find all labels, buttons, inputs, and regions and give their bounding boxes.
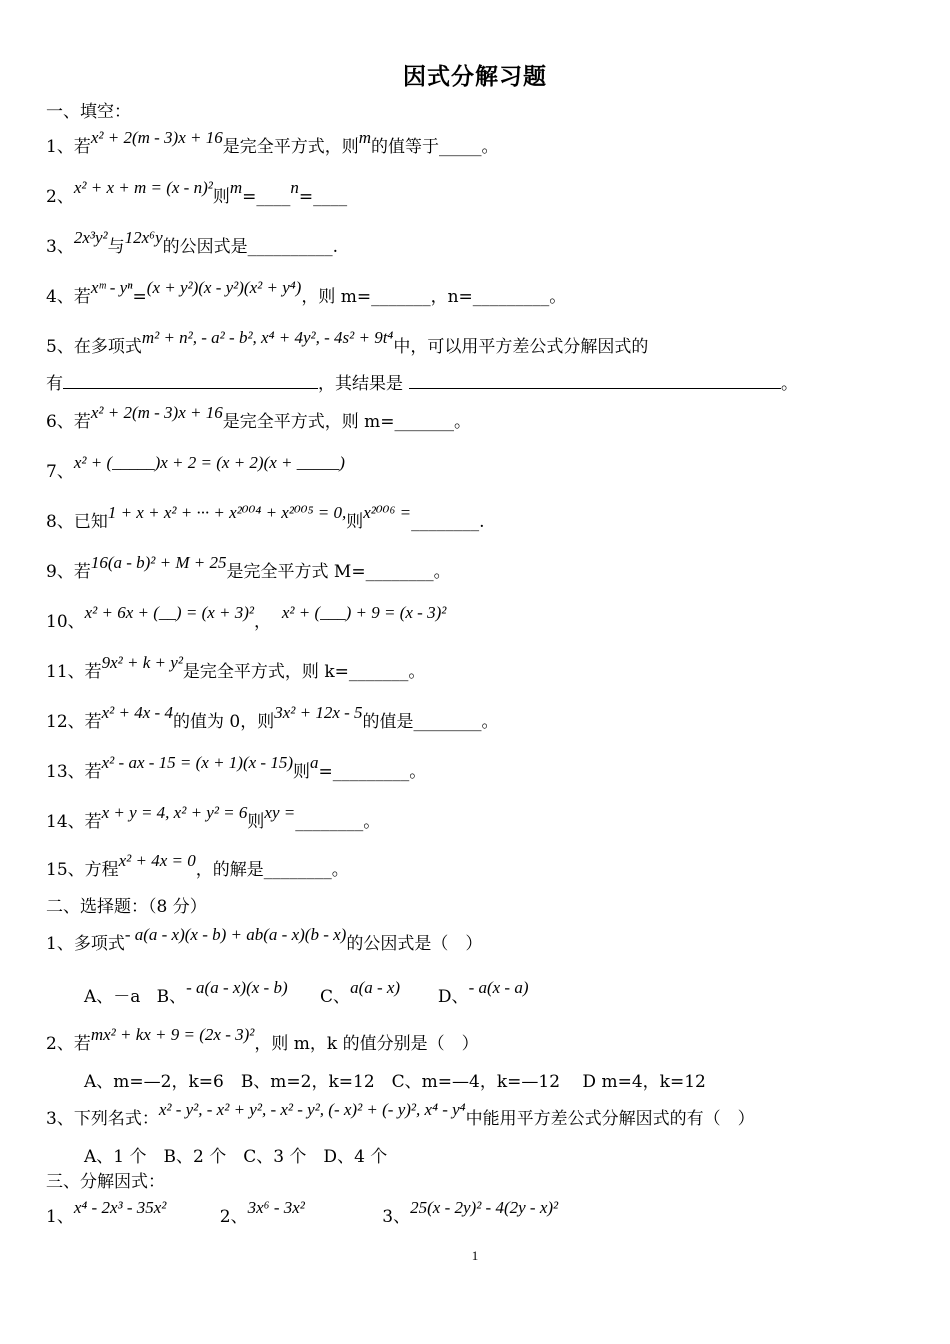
formula: x² - y², - x² + y², - x² - y², (- x)² + (- y)², x⁴ - y⁴ (158, 1100, 466, 1119)
choice-1 (46, 925, 483, 956)
choice-1-options (84, 978, 529, 1009)
q-text: 是完全平方式，则 k=_______。 (182, 662, 426, 682)
choice-2 (46, 1025, 479, 1056)
formula: x² + 6x + (__) = (x + 3)² (84, 603, 255, 622)
choice-3 (46, 1100, 755, 1131)
q-text: 中能用平方差公式分解因式的有（ ） (465, 1109, 755, 1129)
formula: - a(a - x)(x - b) (186, 978, 288, 997)
q-text: 则 (293, 762, 310, 782)
q-text: ， (254, 612, 272, 632)
formula: m² + n², - a² - b², x⁴ + 4y², - 4s² + 9t⁴ (141, 328, 394, 347)
formula: x² + 2(m - 3)x + 16 (90, 403, 223, 422)
formula: 12x⁶y (124, 228, 163, 247)
question-5-continued (46, 372, 798, 396)
q-text: =____ (242, 187, 291, 207)
q-text: ________. (411, 512, 485, 532)
q-text: =____ (298, 187, 348, 207)
question-7 (46, 453, 345, 484)
formula: x² + (___) + 9 = (x - 3)² (281, 603, 447, 622)
question-11 (46, 653, 426, 684)
q-num: 7、 (46, 462, 74, 482)
q-text: 的公因式是__________. (162, 237, 339, 257)
q-text: =_________。 (318, 762, 427, 782)
formula: mx² + kx + 9 = (2x - 3)² (90, 1025, 255, 1044)
formula: n (290, 178, 299, 197)
q-num: 12、若 (46, 712, 102, 732)
q-text: 是完全平方式 M=________。 (226, 562, 451, 582)
formula: x² - ax - 15 = (x + 1)(x - 15) (101, 753, 293, 772)
section-choice: 二、选择题：（8 分） (46, 897, 207, 917)
question-8 (46, 503, 485, 534)
q-num: 1、 (46, 1207, 74, 1227)
q-text: 则 (346, 512, 364, 532)
q-num: 3、下列名式： (46, 1109, 159, 1129)
formula: x + y = 4, x² + y² = 6 (101, 803, 248, 822)
formula: x²⁰⁰⁶ = (363, 503, 412, 522)
formula: x² + x + m = (x - n)² (73, 178, 213, 197)
formula: 16(a - b)² + M + 25 (90, 553, 227, 572)
q-num: 11、若 (46, 662, 102, 682)
factorize-problems (46, 1198, 559, 1229)
q-num: 9、若 (46, 562, 91, 582)
q-num: 1、多项式 (46, 934, 125, 954)
question-6 (46, 403, 472, 434)
formula: a (310, 753, 319, 772)
q-num: 8、已知 (46, 512, 108, 532)
q-num: 2、 (219, 1207, 248, 1227)
q-num: 4、若 (46, 287, 91, 307)
option-d: D、 (437, 987, 469, 1007)
formula: xy = (264, 803, 296, 822)
q-text: ，则 m=_______，n=_________。 (301, 287, 567, 307)
formula: 3x² + 12x - 5 (274, 703, 363, 722)
formula: x⁴ - 2x³ - 35x² (73, 1198, 167, 1217)
answer-blank (409, 372, 781, 389)
q-num: 6、若 (46, 412, 91, 432)
formula: m (229, 178, 243, 197)
formula: 9x² + k + y² (101, 653, 183, 672)
question-1 (46, 128, 499, 159)
question-9 (46, 553, 451, 584)
q-text: 则 (247, 812, 265, 832)
formula: x² + 4x - 4 (101, 703, 173, 722)
q-text: ，则 m，k 的值分别是（ ） (254, 1034, 479, 1054)
question-12 (46, 703, 499, 734)
q-text: 则 (212, 187, 230, 207)
formula: a(a - x) (350, 978, 401, 997)
choice-3-options: A、1 个 B、2 个 C、3 个 D、4 个 (84, 1147, 388, 1167)
formula: xᵐ - yⁿ (90, 278, 133, 297)
question-15 (46, 851, 349, 882)
q-num: 15、方程 (46, 860, 119, 880)
page-number: 1 (471, 1248, 479, 1263)
q-num: 3、 (46, 237, 74, 257)
page-title: 因式分解习题 (403, 64, 547, 90)
formula: - a(x - a) (468, 978, 529, 997)
q-text: 是完全平方式，则 (222, 137, 359, 157)
formula: m (358, 128, 372, 147)
formula: x² + 4x = 0 (118, 851, 196, 870)
question-10 (46, 603, 447, 634)
q-num: 2、 (46, 187, 74, 207)
q-text: 。 (781, 374, 798, 394)
q-num: 3、 (382, 1207, 411, 1227)
q-text: 的公因式是（ ） (346, 934, 483, 954)
q-text: 的值等于_____。 (371, 137, 499, 157)
q-text: 有 (46, 374, 63, 394)
section-factorize: 三、分解因式： (46, 1172, 165, 1192)
q-num: 1、若 (46, 137, 91, 157)
q-num: 2、若 (46, 1034, 91, 1054)
q-text: 中，可以用平方差公式分解因式的 (393, 337, 649, 357)
formula: (x + y²)(x - y²)(x² + y⁴) (146, 278, 302, 297)
formula: 1 + x + x² + ··· + x²⁰⁰⁴ + x²⁰⁰⁵ = 0, (107, 503, 347, 522)
formula: x² + 2(m - 3)x + 16 (90, 128, 223, 147)
question-4 (46, 278, 567, 309)
q-text: ________。 (295, 812, 381, 832)
formula: x² + (_____)x + 2 = (x + 2)(x + _____) (73, 453, 345, 472)
q-num: 14、若 (46, 812, 102, 832)
formula: 25(x - 2y)² - 4(2y - x)² (410, 1198, 559, 1217)
q-text: ，其结果是 (318, 374, 403, 394)
q-text: 的值是________。 (362, 712, 499, 732)
question-14 (46, 803, 381, 834)
q-text: 的值为 0，则 (172, 712, 275, 732)
q-text: ，的解是________。 (195, 860, 349, 880)
answer-blank (63, 372, 318, 389)
formula: 3x⁶ - 3x² (247, 1198, 305, 1217)
option-b: B、 (156, 987, 187, 1007)
question-5 (46, 328, 649, 359)
q-num: 10、 (46, 612, 85, 632)
section-fill-in: 一、填空： (46, 102, 131, 122)
question-2 (46, 178, 348, 209)
choice-2-options: A、m=—2，k=6 B、m=2，k=12 C、m=—4，k=—12 D m=4，k=12 (84, 1072, 706, 1092)
question-13 (46, 753, 427, 784)
formula: 2x³y² (73, 228, 108, 247)
formula: - a(a - x)(x - b) + ab(a - x)(b - x) (124, 925, 347, 944)
q-text: 与 (107, 237, 125, 257)
q-text: 是完全平方式，则 m=_______。 (222, 412, 472, 432)
q-num: 5、在多项式 (46, 337, 142, 357)
option-c: C、 (320, 987, 351, 1007)
q-num: 13、若 (46, 762, 102, 782)
question-3 (46, 228, 339, 259)
option-a: A、－a (84, 987, 141, 1007)
q-text: = (132, 287, 147, 307)
